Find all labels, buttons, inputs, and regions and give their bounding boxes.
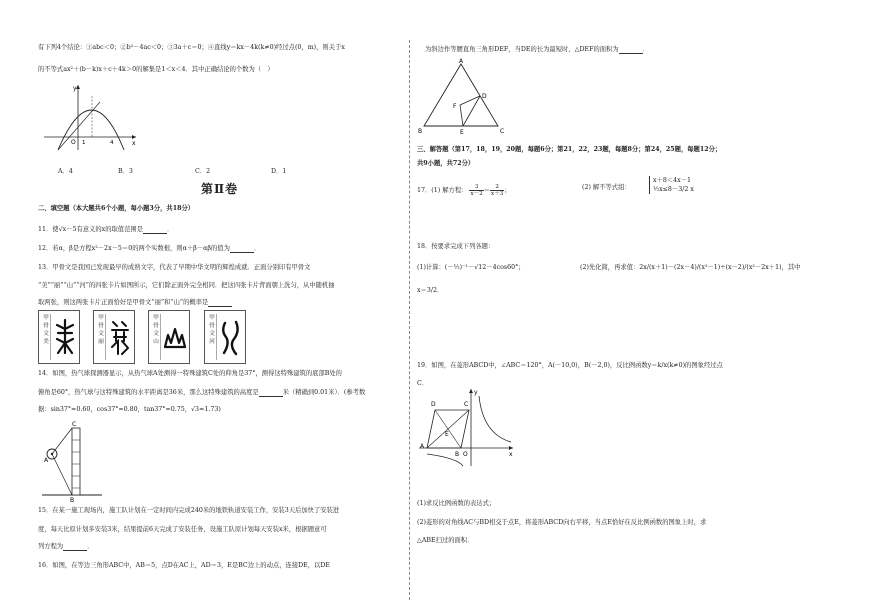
q19-label-a: A	[420, 443, 425, 450]
q16-label-a: A	[459, 58, 464, 65]
q13-text-line2: “美”“丽”“山”“河”的四张卡片如图所示，它们除正面外完全相同．把这四张卡片背面朝上洗匀，从中随机抽	[38, 282, 335, 289]
q13-text-line3: 取两张，则这两张卡片正面恰好是甲骨文“丽”和“山”的概率是	[38, 299, 232, 307]
card-label: 甲骨文丽	[97, 314, 106, 360]
card-label: 甲骨文山	[152, 314, 161, 360]
q14-label-c: C	[72, 421, 77, 428]
oracle-li-glyph	[108, 317, 132, 357]
oracle-mei-glyph	[53, 317, 77, 357]
q10-parabola-graph	[40, 82, 140, 152]
card-shan	[148, 310, 190, 364]
q10-y-label: y	[73, 85, 77, 92]
card-he	[204, 310, 246, 364]
column-divider	[409, 40, 410, 600]
q14-label-b: B	[70, 497, 75, 502]
q16-label-b: B	[418, 128, 423, 135]
q16-label-c: C	[500, 128, 505, 135]
q16-text-cont: 为斜边作等腰直角三角形DEF，当DE的长为最短时，△DEF的面积为 ．	[425, 46, 649, 53]
q12-text: 12．若α，β是方程x²－2x－5＝0的两个实数根，则α＋β－αβ的值为 ．	[38, 245, 261, 252]
part-2-title: 第Ⅱ卷	[201, 182, 239, 196]
q14-answer-blank[interactable]	[259, 390, 283, 397]
q10-option-d: D．1	[271, 168, 287, 175]
q18-part2: (2)先化简，再求值：2x/(x＋1)－(2x－4)/(x²－1)÷(x－2)/(x²－2x＋1)，其中	[580, 264, 801, 271]
q10-text-line2: 的不等式ax²＋(b－k)x＋c＋4k＞0的解集是1＜x＜4．其中正确结论的个数为（ ）	[38, 66, 274, 73]
q10-option-a: A．4	[58, 168, 73, 175]
q19-label-d: D	[431, 401, 436, 408]
q18-title: 18．按要求完成下列各题：	[417, 243, 495, 250]
q11-answer-blank[interactable]	[143, 227, 167, 234]
q19-label-x: x	[509, 451, 513, 458]
q17-right-fraction: $\frac{2}{x+3}$	[491, 184, 504, 197]
q19-label-y: y	[474, 389, 478, 396]
q10-tick-1: 1	[82, 140, 86, 146]
q14-text-line1: 14．如图，热气球探测器显示，从热气球A处测得一特殊建筑C处的仰角是37°，测得这特殊建筑的底部B处的	[38, 370, 342, 377]
q17-part2: (2) 解不等式组：	[582, 184, 631, 191]
answer-section-title-2: 共9小题，共72分）	[417, 160, 475, 167]
q15-text-line3: 列方程为 ．	[38, 543, 94, 550]
q17-inequality-system	[649, 176, 694, 194]
q10-tick-4: 4	[110, 140, 114, 146]
q17-ineq-2: ½x≤8－3/2 x	[653, 186, 694, 193]
q19-label-c: C	[464, 401, 469, 408]
q14-balloon-figure	[42, 420, 112, 502]
q15-text-line1: 15．在某一施工现场内，施工队计划在一定时间内完成240米的地铁轨道安装工作，安装3天后加快了安装进	[38, 507, 340, 514]
q14-text-line2: 俯角是60°，热气球与这特殊建筑的水平距离是36米，那么这特殊建筑的高度是 米（精确到0.01米）．(参考数	[38, 389, 366, 396]
q19-text-line1: 19．如图，在菱形ABCD中，∠ABC＝120°，A(－10,0)，B(－2,0)，反比例函数y＝k/x(k≠0)的图象经过点	[417, 362, 723, 369]
q19-label-b: B	[455, 451, 460, 458]
q10-option-c: C．2	[195, 168, 211, 175]
card-label: 甲骨文河	[208, 314, 217, 360]
left-column	[38, 0, 408, 615]
fill-in-section-title: 二、填空题（本大题共6个小题，每小题3分，共18分）	[38, 205, 195, 212]
q14-label-a: A	[44, 457, 49, 464]
q19-label-o: O	[463, 451, 468, 458]
q16-answer-blank[interactable]	[619, 47, 643, 54]
q19-sub2-line2: △ABE扫过的面积．	[417, 537, 474, 544]
q13-text-line1: 13．甲骨文是我国已发现最早的成熟文字，代表了早期中华文明的辉煌成就．正面分别印有甲骨文	[38, 264, 311, 271]
q19-sub2-line1: (2)菱形的对角线AC与BD相交于点E，将菱形ABCD向右平移，当点E恰好在反比例函数的图象上时，求	[417, 519, 707, 526]
card-mei	[38, 310, 80, 364]
oracle-shan-glyph	[163, 317, 187, 357]
q18-x-value: x＝3/2．	[417, 287, 444, 294]
card-label: 甲骨文美	[42, 314, 51, 360]
q16-label-f: F	[453, 103, 457, 110]
answer-section-title-1: 三、解答题（第17，18，19，20题，每题6分；第21，22，23题，每题8分；第24，25题，每题12分；	[417, 146, 722, 153]
q16-label-e: E	[460, 129, 464, 136]
q19-label-e: E	[445, 431, 449, 438]
q17-left-fraction: $\frac{3}{x-2}$	[470, 184, 483, 197]
card-li	[93, 310, 135, 364]
q15-text-line2: 度，每天比原计划多安装3米，结果提前6天完成了安装任务，设施工队原计划每天安装x米，根据题意可	[38, 526, 327, 533]
q12-answer-blank[interactable]	[230, 246, 254, 253]
q19-sub1: (1)求反比例函数的表达式；	[417, 500, 496, 507]
q14-text-line3: 据：sin37°≈0.60，cos37°≈0.80，tan37°≈0.75，√3≈1.73)	[38, 406, 221, 413]
q17-part1: 17．(1) 解方程： $\frac{3}{x-2}$ ＝ $\frac{2}{x+3}$ ；	[417, 184, 511, 197]
q19-rhombus-hyperbola-figure	[417, 386, 517, 468]
q16-triangle-figure	[417, 58, 512, 138]
q13-answer-blank[interactable]	[208, 300, 232, 307]
q16-text-line1: 16．如图，在等边三角形ABC中，AB＝5，点D在AC上，AD＝3，E是BC边上的动点，连接DE，以DE	[38, 562, 330, 569]
q10-x-label: x	[132, 140, 136, 147]
right-column	[417, 0, 837, 615]
q18-part1: (1)计算：(－½)⁻¹－√12－4cos60°；	[417, 264, 525, 271]
q11-text: 11．使√x－5有意义的x的取值范围是 ．	[38, 226, 174, 233]
q16-label-d: D	[482, 93, 487, 100]
q10-text-line1: 有下列4个结论：①abc＜0；②b²－4ac＜0；③3a＋c＝0；④直线y＝kx－4k(k≠0)经过点(0，m)，则关于x	[38, 44, 345, 51]
q19-text-line2: C．	[417, 380, 429, 387]
q15-answer-blank[interactable]	[63, 544, 87, 551]
q17-ineq-1: x＋8＜4x－1	[653, 177, 692, 184]
q10-origin-label: O	[71, 139, 76, 146]
q10-option-b: B．3	[118, 168, 133, 175]
oracle-he-glyph	[219, 317, 243, 357]
